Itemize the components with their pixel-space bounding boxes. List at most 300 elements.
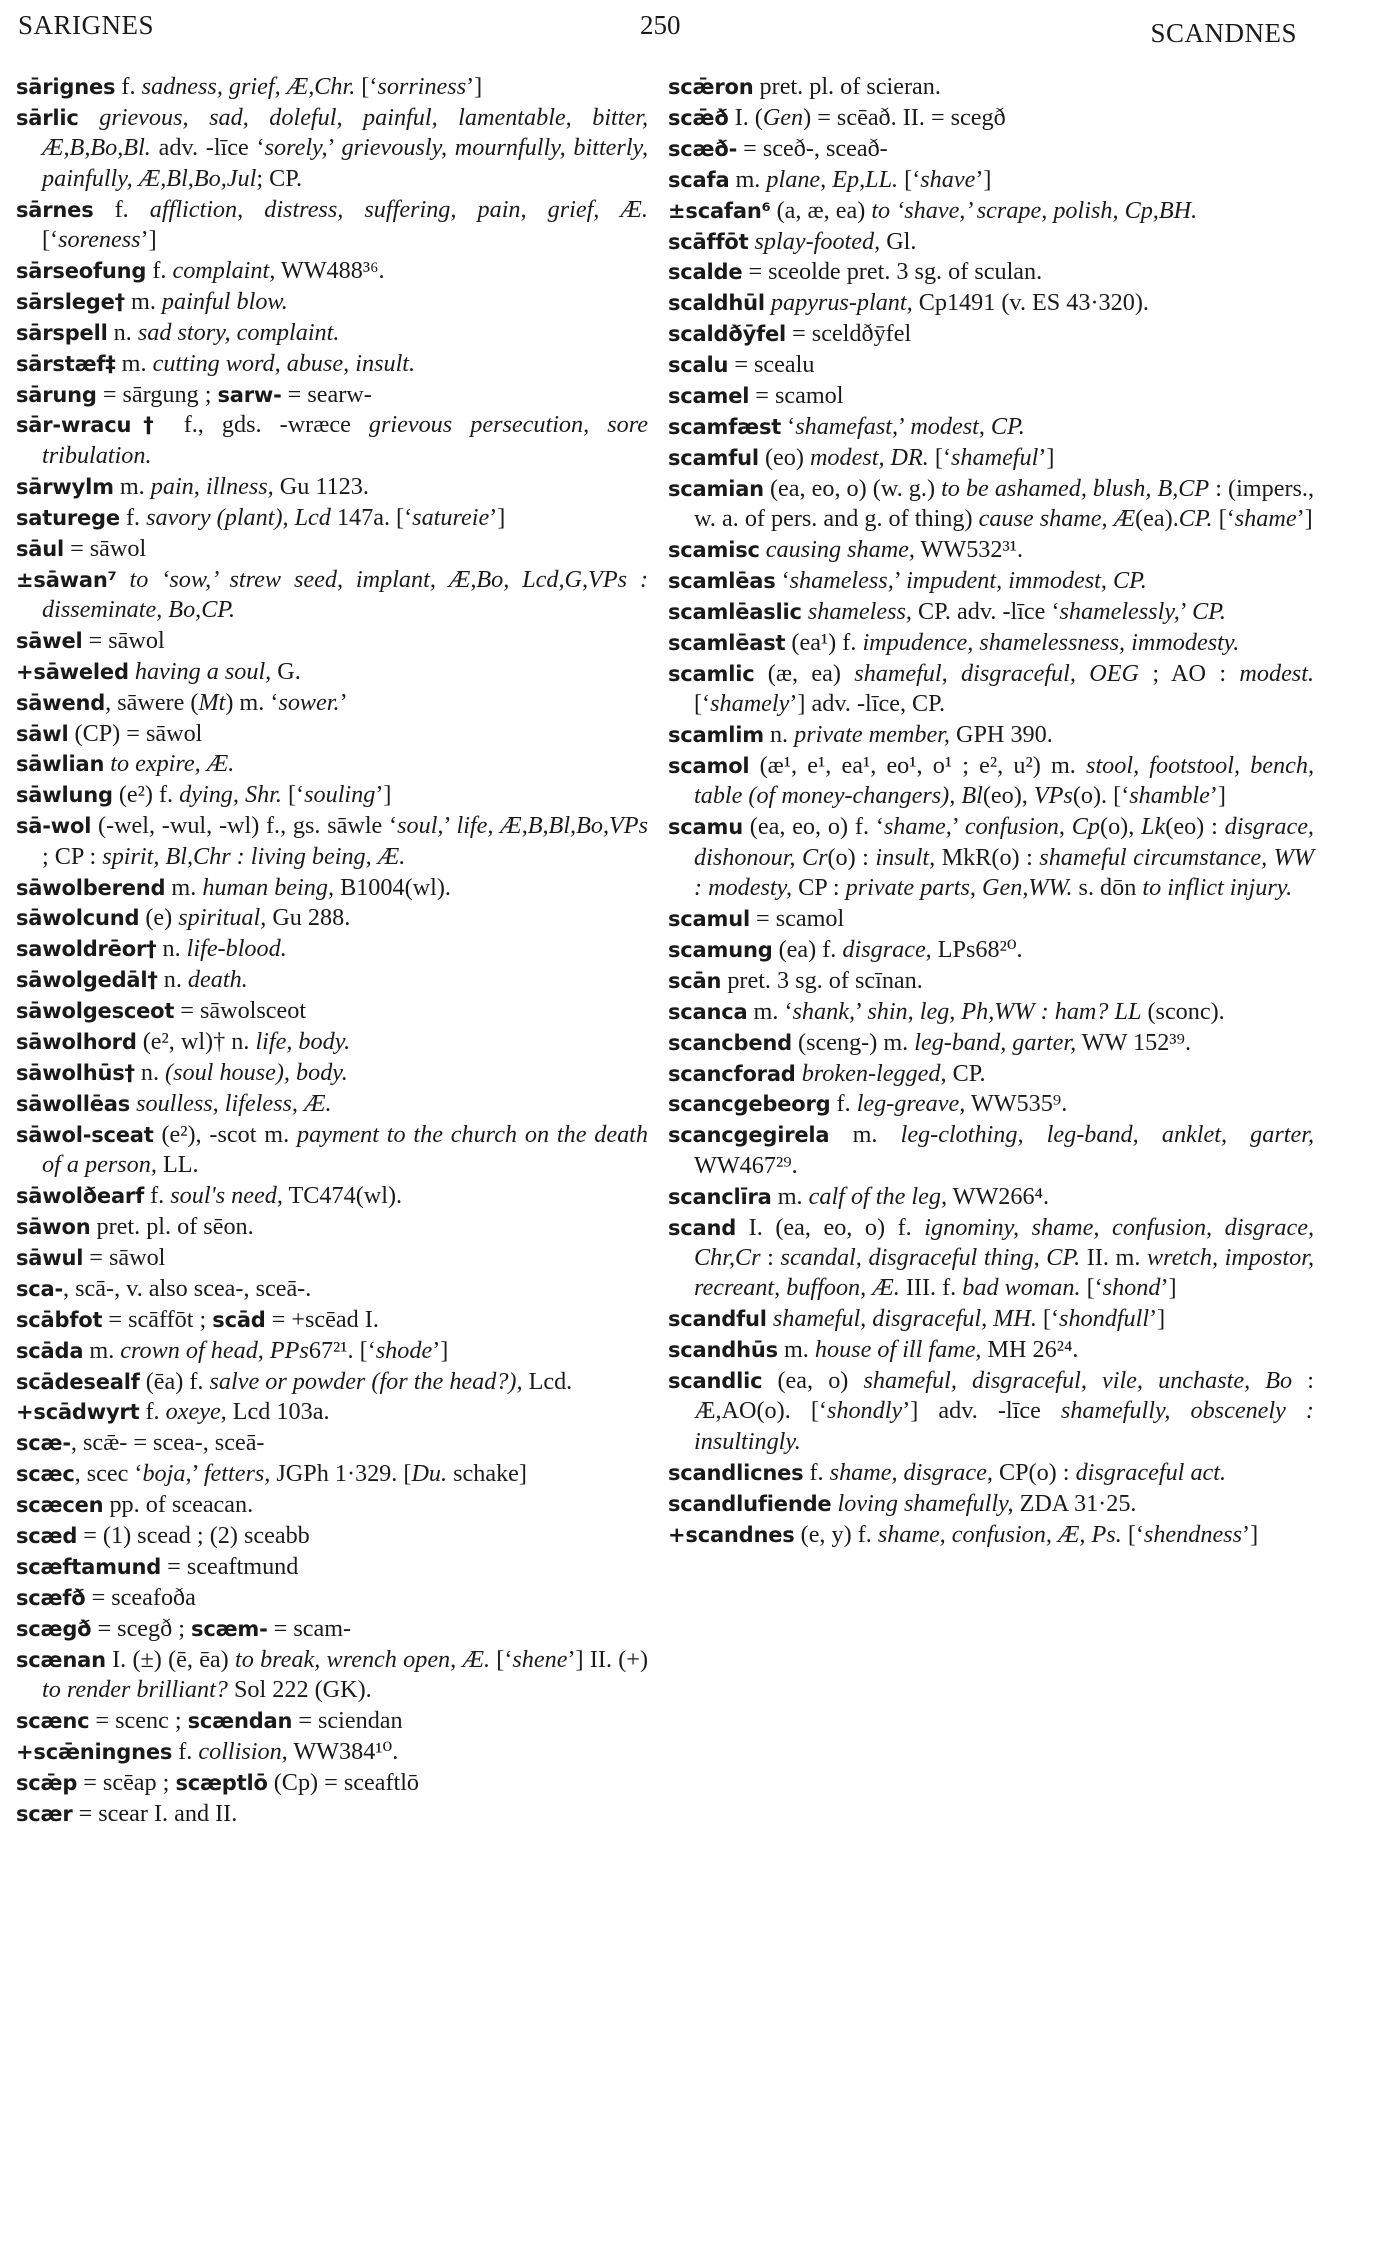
definition-text: shondfull bbox=[1059, 1305, 1150, 1333]
headword: scægð bbox=[16, 1616, 92, 1641]
definition-text: to ‘shave,’ scrape, polish, Cp,BH. bbox=[871, 196, 1198, 224]
definition-text: savory (plant), Lcd bbox=[146, 503, 331, 531]
headword: ±sāwan⁷ bbox=[16, 567, 117, 592]
definition-text: shameful circumstance, WW : modesty, bbox=[694, 843, 1314, 902]
dictionary-entry bbox=[16, 626, 648, 656]
entry-text: pret. pl. of sēon. bbox=[90, 1213, 254, 1241]
entry-text: 147a. [‘ bbox=[330, 503, 413, 531]
entry-text: TC474(wl). bbox=[282, 1182, 403, 1210]
entry-text: ’] bbox=[375, 781, 392, 809]
entry-text: Gu 288. bbox=[266, 904, 351, 932]
dictionary-entry bbox=[668, 474, 1314, 535]
entry-text: = sārgung ; bbox=[96, 380, 218, 408]
entry-text: ’ bbox=[327, 134, 342, 162]
dictionary-entry bbox=[16, 410, 648, 471]
definition-text: shame bbox=[1234, 505, 1297, 533]
entry-text: (sconc). bbox=[1141, 997, 1225, 1025]
entry-text: II. m. bbox=[1080, 1243, 1148, 1271]
dictionary-entry bbox=[668, 1489, 1314, 1519]
entry-text: JGPh 1·329. [ bbox=[270, 1460, 412, 1488]
entry-text: m. bbox=[113, 472, 151, 500]
dictionary-entry bbox=[668, 812, 1314, 903]
definition-text: spiritual, bbox=[178, 904, 267, 932]
definition-text: to be ashamed, blush, B,CP bbox=[941, 474, 1210, 502]
definition-text: impudent, immodest, CP. bbox=[906, 567, 1147, 594]
definition-text: shene bbox=[512, 1645, 568, 1673]
entry-text: m. ‘ bbox=[747, 997, 793, 1025]
headword: sāwolgedāl† bbox=[16, 968, 158, 993]
dictionary-entry bbox=[668, 1213, 1314, 1304]
entry-text: = scenc ; bbox=[89, 1707, 188, 1735]
running-head-right: SCANDNES bbox=[1150, 18, 1297, 48]
headword: scamisc bbox=[668, 538, 760, 563]
headword: scanca bbox=[668, 999, 748, 1024]
definition-text: having a soul, bbox=[134, 657, 272, 685]
definition-text: grievous persecution, sore tribulation. bbox=[42, 411, 648, 469]
dictionary-entry bbox=[16, 1305, 648, 1335]
definition-text: souling bbox=[304, 781, 376, 809]
entry-text: (eo), bbox=[982, 782, 1034, 810]
entry-text: WW384¹⁰. bbox=[287, 1737, 399, 1765]
definition-text: shamefast, bbox=[795, 412, 898, 440]
entry-text: Gu 1123. bbox=[273, 472, 369, 500]
entry-text: = sāwolsceot bbox=[174, 997, 307, 1025]
entry-text: B1004(wl). bbox=[334, 873, 451, 901]
dictionary-entry bbox=[16, 934, 648, 964]
definition-text: private parts, Gen,WW. bbox=[845, 874, 1073, 902]
entry-text: f. bbox=[172, 1737, 199, 1765]
definition-text: leg-clothing, leg-band, anklet, garter, bbox=[900, 1121, 1314, 1149]
entry-text: , scǣ- = scea-, sceā- bbox=[70, 1429, 265, 1457]
headword: sārslege† bbox=[16, 289, 125, 314]
page-header bbox=[0, 8, 1379, 48]
dictionary-entry bbox=[668, 997, 1314, 1027]
dictionary-entry bbox=[16, 1058, 648, 1088]
definition-text: wretch, impostor, recreant, buffoon, Æ. bbox=[694, 1243, 1314, 1302]
entry-text: (eo) bbox=[758, 443, 810, 471]
headword: scalu bbox=[668, 353, 729, 378]
entry-text: adv. -līce ‘ bbox=[150, 134, 265, 162]
definition-text: soul, bbox=[397, 812, 444, 840]
entry-text: (o). [‘ bbox=[1072, 782, 1130, 810]
dictionary-entry bbox=[668, 412, 1314, 442]
dictionary-entry bbox=[16, 1490, 648, 1520]
headword: sārung bbox=[16, 382, 97, 407]
entry-text: [‘ bbox=[490, 1645, 513, 1673]
definition-text: leg-greave, bbox=[856, 1090, 966, 1118]
definition-text: shin, leg, Ph,WW : ham? LL bbox=[867, 997, 1142, 1025]
definition-text: scandal, disgraceful thing, CP. bbox=[780, 1243, 1081, 1271]
definition-text: salve or powder (for the head?), bbox=[209, 1367, 523, 1395]
entry-text: (e²), -scot m. bbox=[153, 1120, 297, 1148]
entry-text: pret. pl. of scieran. bbox=[753, 73, 941, 100]
dictionary-entry bbox=[668, 1458, 1314, 1488]
headword: +sāweled bbox=[16, 659, 129, 684]
dictionary-entry bbox=[668, 319, 1314, 349]
dictionary-entry bbox=[668, 628, 1314, 658]
dictionary-entry bbox=[668, 1182, 1314, 1212]
entry-text: = scegð ; bbox=[91, 1614, 192, 1642]
headword: scancgebeorg bbox=[668, 1092, 831, 1117]
entry-text: = scāffōt ; bbox=[102, 1305, 213, 1333]
cross-headword: scād bbox=[212, 1307, 266, 1332]
definition-text: painful blow. bbox=[161, 287, 288, 315]
entry-text: CP. adv. -līce ‘ bbox=[911, 597, 1060, 625]
definition-text: shondly bbox=[826, 1397, 903, 1425]
dictionary-entry bbox=[16, 503, 648, 533]
dictionary-entry bbox=[668, 381, 1314, 411]
entry-text: pp. of sceacan. bbox=[103, 1491, 254, 1519]
definition-text: to break, wrench open, Æ. bbox=[235, 1645, 491, 1673]
definition-text: to render brilliant? bbox=[42, 1676, 228, 1704]
entry-text: ’ bbox=[339, 688, 348, 716]
dictionary-entry bbox=[668, 566, 1314, 596]
dictionary-entry bbox=[16, 1089, 648, 1119]
running-head-left: SARIGNES bbox=[18, 10, 155, 40]
headword: scæð- bbox=[668, 136, 738, 161]
entry-text: = scear I. and II. bbox=[72, 1799, 238, 1827]
definition-text: complaint, bbox=[172, 256, 276, 284]
headword: sāwlung bbox=[16, 783, 113, 808]
definition-text: life, body. bbox=[255, 1028, 351, 1056]
entry-text: ZDA 31·25. bbox=[1013, 1489, 1137, 1517]
definition-text: shendness bbox=[1143, 1520, 1243, 1548]
entry-text: (æ, ea) bbox=[754, 659, 855, 687]
entry-text: (o) : bbox=[827, 843, 876, 871]
definition-text: modest, DR. bbox=[809, 443, 929, 471]
entry-text: f. bbox=[139, 1398, 166, 1426]
definition-text: modest. bbox=[1239, 659, 1314, 687]
headword: scamlēaslic bbox=[668, 599, 802, 624]
entry-text: f. bbox=[119, 503, 147, 531]
dictionary-entry bbox=[668, 134, 1314, 164]
definition-text: collision, bbox=[198, 1737, 288, 1765]
entry-text: (e, y) f. bbox=[794, 1520, 878, 1548]
entry-text: (ea, eo, o) f. ‘ bbox=[742, 813, 884, 841]
entry-text: (æ¹, e¹, ea¹, eo¹, o¹ ; e², u²) m. bbox=[749, 751, 1087, 779]
definition-text: private member, bbox=[794, 721, 950, 749]
entry-text: pret. 3 sg. of scīnan. bbox=[721, 966, 923, 994]
entry-text: ‘ bbox=[781, 412, 796, 440]
dictionary-entry bbox=[668, 1520, 1314, 1550]
entry-text: ’] bbox=[1160, 1274, 1177, 1302]
dictionary-entry bbox=[16, 565, 648, 626]
definition-text: shank, bbox=[792, 997, 855, 1025]
definition-text: broken-legged, bbox=[801, 1059, 947, 1087]
headword: +scǣningnes bbox=[16, 1739, 173, 1764]
headword: sāul bbox=[16, 536, 65, 561]
headword: scamfæst bbox=[668, 414, 782, 439]
entry-text: , scā-, v. also scea-, sceā-. bbox=[63, 1274, 312, 1302]
dictionary-entry bbox=[668, 103, 1314, 133]
entry-text: , scec ‘ bbox=[74, 1460, 143, 1488]
definition-text: to inflict injury. bbox=[1142, 874, 1293, 902]
headword: scancgegirela bbox=[668, 1123, 830, 1148]
headword: scān bbox=[668, 968, 722, 993]
dictionary-entry bbox=[16, 534, 648, 564]
headword: sāwul bbox=[16, 1245, 84, 1270]
dictionary-entry bbox=[16, 103, 648, 194]
entry-text: WW467²⁹. bbox=[694, 1151, 798, 1179]
headword: sāwolhūs† bbox=[16, 1061, 135, 1085]
definition-text: shameless, bbox=[807, 597, 912, 625]
dictionary-entry bbox=[668, 72, 1314, 102]
dictionary-entry bbox=[668, 443, 1314, 473]
definition-text: splay-footed, bbox=[754, 227, 881, 255]
definition-text: Mt bbox=[198, 688, 226, 716]
headword: sāwend bbox=[16, 690, 106, 715]
entry-text: (ea). bbox=[1135, 505, 1179, 533]
entry-text: ; AO : bbox=[1138, 659, 1240, 687]
dictionary-entry bbox=[16, 1428, 648, 1458]
definition-text: dying, Shr. bbox=[179, 781, 282, 809]
definition-text: CP. bbox=[1192, 597, 1226, 625]
headword: sā-wol bbox=[16, 814, 92, 839]
headword: sāwollēas bbox=[16, 1091, 131, 1116]
entry-text: ’] bbox=[432, 1336, 449, 1364]
headword: sārignes bbox=[16, 75, 116, 99]
headword: scandful bbox=[668, 1307, 767, 1332]
definition-text: grievously, mournfully, bitterly, painfully, Æ,Bl,Bo,Jul bbox=[42, 134, 648, 192]
definition-text: Lk bbox=[1141, 813, 1166, 841]
definition-text: Du. bbox=[411, 1460, 448, 1488]
entry-text: (-wel, -wul, -wl) f., gs. sāwle ‘ bbox=[91, 812, 398, 840]
dictionary-entry bbox=[668, 659, 1314, 720]
entry-text: = sāwol bbox=[82, 626, 165, 654]
entry-text: = searw- bbox=[281, 380, 372, 408]
entry-text: ’] bbox=[489, 503, 506, 531]
entry-text: Gl. bbox=[880, 227, 917, 255]
dictionary-entry bbox=[668, 1120, 1314, 1181]
entry-text: = +scēad I. bbox=[265, 1305, 379, 1333]
dictionary-entry bbox=[16, 1397, 648, 1427]
entry-text: (a, æ, ea) bbox=[770, 196, 872, 224]
headword: scancforad bbox=[668, 1061, 796, 1086]
dictionary-entry bbox=[16, 318, 648, 348]
dictionary-entry bbox=[16, 1583, 648, 1613]
entry-text: Lcd. bbox=[522, 1367, 573, 1395]
dictionary-entry bbox=[668, 165, 1314, 195]
definition-text: affliction, distress, suffering, pain, grief, Æ. bbox=[149, 195, 648, 223]
definition-text: house of ill fame, bbox=[814, 1336, 982, 1364]
entry-text: n. bbox=[134, 1059, 166, 1086]
headword: scafa bbox=[668, 167, 730, 192]
headword: scæfð bbox=[16, 1585, 86, 1610]
entry-text: m. bbox=[115, 349, 153, 377]
dictionary-entry bbox=[668, 751, 1314, 812]
headword: scamlēast bbox=[668, 630, 786, 655]
definition-text: shameless, bbox=[789, 567, 894, 594]
entry-text: m. bbox=[829, 1121, 901, 1149]
definition-text: cutting word, abuse, insult. bbox=[152, 349, 416, 377]
dictionary-entry bbox=[668, 535, 1314, 565]
entry-text: ; CP : bbox=[42, 842, 103, 870]
dictionary-entry bbox=[668, 1028, 1314, 1058]
definition-text: shame, bbox=[883, 813, 952, 841]
cross-headword: scæm- bbox=[191, 1616, 268, 1641]
definition-text: sorriness bbox=[377, 73, 467, 100]
headword: sārspell bbox=[16, 320, 108, 345]
dictionary-entry bbox=[668, 720, 1314, 750]
entry-text: , sāwere ( bbox=[105, 688, 199, 716]
headword: scādesealf bbox=[16, 1369, 140, 1394]
entry-text: ; CP. bbox=[256, 164, 303, 192]
headword: sāwolgesceot bbox=[16, 999, 175, 1024]
entry-text: (e²) f. bbox=[112, 781, 180, 809]
dictionary-entry bbox=[16, 287, 648, 317]
definition-text: soulless, lifeless, Æ. bbox=[136, 1089, 332, 1117]
entry-text: (eo) : bbox=[1165, 813, 1225, 841]
entry-text: n. bbox=[156, 935, 187, 963]
cross-headword: sarw- bbox=[217, 382, 282, 407]
headword: scǣð bbox=[668, 105, 729, 130]
entry-text: (Cp) = sceaftlō bbox=[267, 1768, 420, 1796]
entry-text: (CP) = sāwol bbox=[68, 719, 203, 747]
entry-text: ’ bbox=[893, 567, 907, 594]
headword: scamlic bbox=[668, 661, 755, 686]
dictionary-entry bbox=[16, 380, 648, 410]
headword: scandlicnes bbox=[668, 1460, 804, 1485]
headword: scæcen bbox=[16, 1493, 104, 1518]
dictionary-entry bbox=[16, 719, 648, 749]
entry-text: = scealu bbox=[728, 351, 815, 379]
definition-text: disgrace, bbox=[842, 935, 932, 963]
entry-text: I. ( bbox=[728, 103, 763, 131]
headword: scæd bbox=[16, 1524, 78, 1549]
definition-text: shame, disgrace, bbox=[829, 1458, 993, 1486]
dictionary-entry bbox=[668, 1304, 1314, 1334]
definition-text: human being, bbox=[202, 873, 335, 901]
definition-text: modest, CP. bbox=[910, 412, 1025, 440]
headword: sārwylm bbox=[16, 474, 114, 499]
entry-text: ’] bbox=[1209, 782, 1226, 810]
entry-text: [‘ bbox=[694, 690, 711, 718]
headword: scamul bbox=[668, 906, 750, 931]
entry-text: ) = scēað. II. = scegð bbox=[803, 103, 1006, 131]
entry-text: n. bbox=[763, 721, 795, 749]
definition-text: shameful, disgraceful, vile, unchaste, Bo bbox=[863, 1367, 1293, 1395]
entry-text: ’] bbox=[1242, 1520, 1259, 1548]
dictionary-entry bbox=[16, 1799, 648, 1829]
entry-text: ’ bbox=[951, 813, 965, 841]
definition-text: soul's need, bbox=[170, 1182, 283, 1210]
definition-text: shond bbox=[1102, 1274, 1161, 1302]
definition-text: papyrus-plant, bbox=[770, 289, 913, 317]
headword: sawoldrēor† bbox=[16, 937, 157, 962]
entry-text: m. bbox=[83, 1336, 121, 1364]
headword: saturege bbox=[16, 505, 120, 530]
definition-text: to expire, Æ. bbox=[110, 750, 235, 778]
entry-text: ’] bbox=[466, 73, 483, 100]
entry-text: [‘ bbox=[1121, 1520, 1144, 1548]
entry-text: GPH 390. bbox=[949, 721, 1053, 749]
headword: scaldhūl bbox=[668, 291, 765, 316]
dictionary-entry bbox=[16, 657, 648, 687]
dictionary-entry bbox=[16, 1212, 648, 1242]
headword: sāwel bbox=[16, 628, 83, 653]
headword: sār-wracu† bbox=[16, 413, 166, 438]
headword: ±scafan⁶ bbox=[668, 198, 771, 223]
entry-text: ’ bbox=[443, 812, 457, 840]
entry-text: ’] bbox=[1038, 443, 1055, 471]
entry-text: LL. bbox=[156, 1151, 199, 1179]
entry-text: ’] II. (+) bbox=[567, 1645, 649, 1673]
definition-text: confusion, Cp bbox=[964, 813, 1101, 841]
entry-text: f. bbox=[93, 195, 150, 223]
entry-text: : bbox=[760, 1243, 781, 1271]
definition-text: leg-band, garter, bbox=[914, 1028, 1077, 1056]
entry-text bbox=[79, 104, 100, 131]
entry-text: CP(o) : bbox=[992, 1458, 1076, 1486]
definition-text: shameful, disgraceful, MH. bbox=[772, 1305, 1037, 1333]
entry-text: ’] bbox=[1149, 1305, 1166, 1333]
headword: sāwolhord bbox=[16, 1030, 137, 1055]
dictionary-entry bbox=[668, 1089, 1314, 1119]
definition-text: shameful, disgraceful, OEG bbox=[854, 659, 1139, 687]
dictionary-entry bbox=[668, 966, 1314, 996]
entry-text: m. bbox=[124, 287, 162, 315]
definition-text: to ‘sow,’ strew seed, implant, Æ,Bo, Lcd,G,VPs : disseminate, Bo,CP. bbox=[42, 565, 648, 623]
definition-text: sorely, bbox=[264, 134, 328, 162]
dictionary-entry bbox=[668, 904, 1314, 934]
dictionary-entry bbox=[16, 472, 648, 502]
entry-text: = sceð-, sceað- bbox=[737, 134, 888, 162]
dictionary-entry bbox=[16, 780, 648, 810]
entry-text: [‘ bbox=[355, 73, 378, 100]
entry-text: = sciendan bbox=[292, 1707, 403, 1735]
entry-text: [‘ bbox=[42, 226, 59, 254]
entry-text: m. bbox=[771, 1182, 809, 1210]
entry-text: = (1) scead ; (2) sceabb bbox=[77, 1522, 310, 1550]
entry-text: (o), bbox=[1100, 813, 1142, 841]
entry-text: WW266⁴. bbox=[947, 1182, 1050, 1210]
headword: scamian bbox=[668, 476, 764, 501]
headword: scæftamund bbox=[16, 1555, 162, 1579]
dictionary-entry bbox=[16, 1367, 648, 1397]
definition-text: ignominy, shame, confusion, disgrace, Chr,Cr bbox=[694, 1213, 1314, 1271]
entry-text: (sceng-) m. bbox=[791, 1028, 915, 1056]
headword: scamol bbox=[668, 753, 750, 778]
entry-text: = sceafoða bbox=[85, 1583, 196, 1611]
entry-text: schake] bbox=[447, 1460, 527, 1488]
dictionary-entry bbox=[16, 688, 648, 718]
entry-text: Cp1491 (v. ES 43·320). bbox=[912, 289, 1149, 317]
entry-text: ’] bbox=[1296, 505, 1313, 533]
headword: sārnes bbox=[16, 197, 94, 222]
entry-text: CP. bbox=[946, 1059, 986, 1087]
headword: sāwolcund bbox=[16, 906, 140, 931]
right-column bbox=[668, 72, 1314, 1551]
headword: scalde bbox=[668, 260, 743, 285]
entry-text: ’ bbox=[1179, 597, 1193, 625]
entry-text: = scamol bbox=[749, 382, 844, 410]
definition-text: plane, Ep,LL. bbox=[766, 165, 899, 193]
dictionary-entry bbox=[16, 1552, 648, 1582]
definition-text: cause shame, Æ bbox=[978, 505, 1136, 533]
headword: scæc bbox=[16, 1462, 75, 1487]
definition-text: shode bbox=[375, 1336, 433, 1364]
entry-text: = scamol bbox=[749, 904, 845, 932]
headword: sāwlian bbox=[16, 752, 105, 777]
dictionary-entry bbox=[668, 1059, 1314, 1089]
cross-headword: scændan bbox=[187, 1709, 293, 1734]
entry-text: : Æ,AO(o). [‘ bbox=[694, 1367, 1314, 1425]
entry-text: WW535⁹. bbox=[965, 1090, 1068, 1118]
entry-text: f., gds. -wræce bbox=[165, 411, 369, 439]
headword: scamung bbox=[668, 937, 773, 962]
dictionary-entry bbox=[16, 1706, 648, 1736]
headword: +scandnes bbox=[668, 1522, 795, 1547]
